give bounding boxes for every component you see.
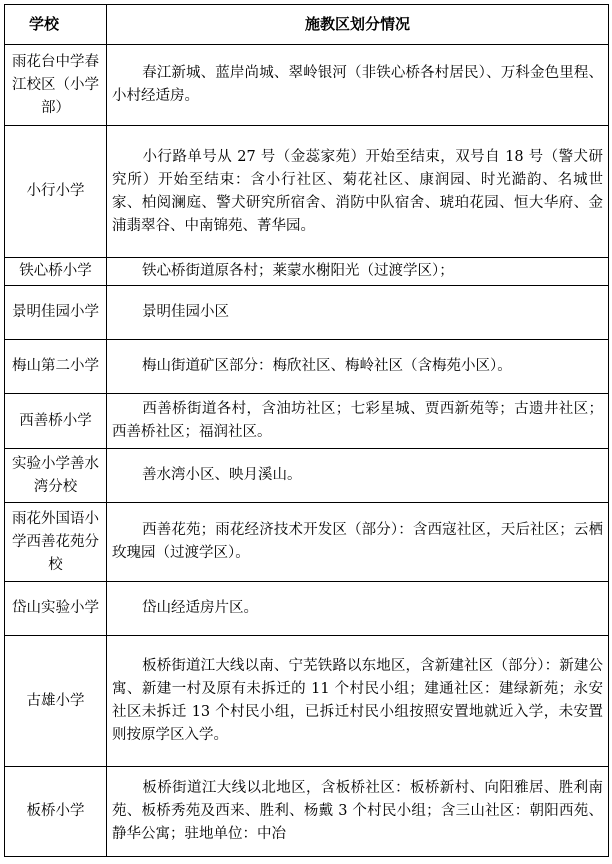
table-row [5,340,609,394]
district-info: 岱山经适房片区。 [107,582,609,636]
school-name: 雨花外国语小学西善花苑分校 [5,503,107,582]
table-row [5,767,609,857]
header-district: 施教区划分情况 [107,5,609,45]
school-name: 板桥小学 [5,767,107,857]
header-school: 学校 [5,5,107,45]
school-name: 西善桥小学 [5,394,107,449]
district-info: 西善花苑；雨花经济技术开发区（部分）：含西寇社区，天后社区；云栖玫瑰园（过渡学区）。 [107,503,609,582]
district-info: 景明佳园小区 [107,286,609,340]
school-district-table [4,4,609,857]
district-info: 小行路单号从 27 号（金蕊家苑）开始至结束，双号自 18 号（警犬研究所）开始至结束：含小行社区、菊花社区、康润园、时光澔韵、名城世家、柏阅澜庭、警犬研究所宿舍、消防中队宿舍、琥珀花园、恒大华府、金浦翡翠谷、中南锦苑、菁华园。 [107,126,609,258]
district-info: 板桥街道江大线以南、宁芜铁路以东地区，含新建社区（部分）：新建公寓、新建一村及原有未拆迁的 11 个村民小组；建通社区：建绿新苑；永安社区未拆迁 13 个村民小组，已拆迁村民小组按照安置地就近入学，未安置则按原学区入学。 [107,636,609,767]
school-name: 景明佳园小学 [5,286,107,340]
school-name: 雨花台中学春江校区（小学部） [5,45,107,126]
school-name: 小行小学 [5,126,107,258]
school-name: 古雄小学 [5,636,107,767]
table-row [5,636,609,767]
school-name: 梅山第二小学 [5,340,107,394]
school-name: 铁心桥小学 [5,258,107,286]
district-info: 春江新城、蓝岸尚城、翠岭银河（非铁心桥各村居民）、万科金色里程、小村经适房。 [107,45,609,126]
table-header-row [5,5,609,45]
district-info: 铁心桥街道原各村；莱蒙水榭阳光（过渡学区）； [107,258,609,286]
district-info: 西善桥街道各村，含油坊社区；七彩星城、贾西新苑等；古遗井社区；西善桥社区；福润社区。 [107,394,609,449]
school-name: 岱山实验小学 [5,582,107,636]
table-row [5,582,609,636]
table-row [5,286,609,340]
table-row [5,258,609,286]
district-info: 善水湾小区、映月溪山。 [107,449,609,503]
table-row [5,45,609,126]
table-row [5,503,609,582]
district-info: 板桥街道江大线以北地区，含板桥社区：板桥新村、向阳雅居、胜利南苑、板桥秀苑及西来、胜利、杨戴 3 个村民小组；含三山社区：朝阳西苑、静华公寓；驻地单位：中冶 [107,767,609,857]
district-info: 梅山街道矿区部分：梅欣社区、梅岭社区（含梅苑小区）。 [107,340,609,394]
table-row [5,126,609,258]
table-row [5,394,609,449]
school-name: 实验小学善水湾分校 [5,449,107,503]
table-row [5,449,609,503]
